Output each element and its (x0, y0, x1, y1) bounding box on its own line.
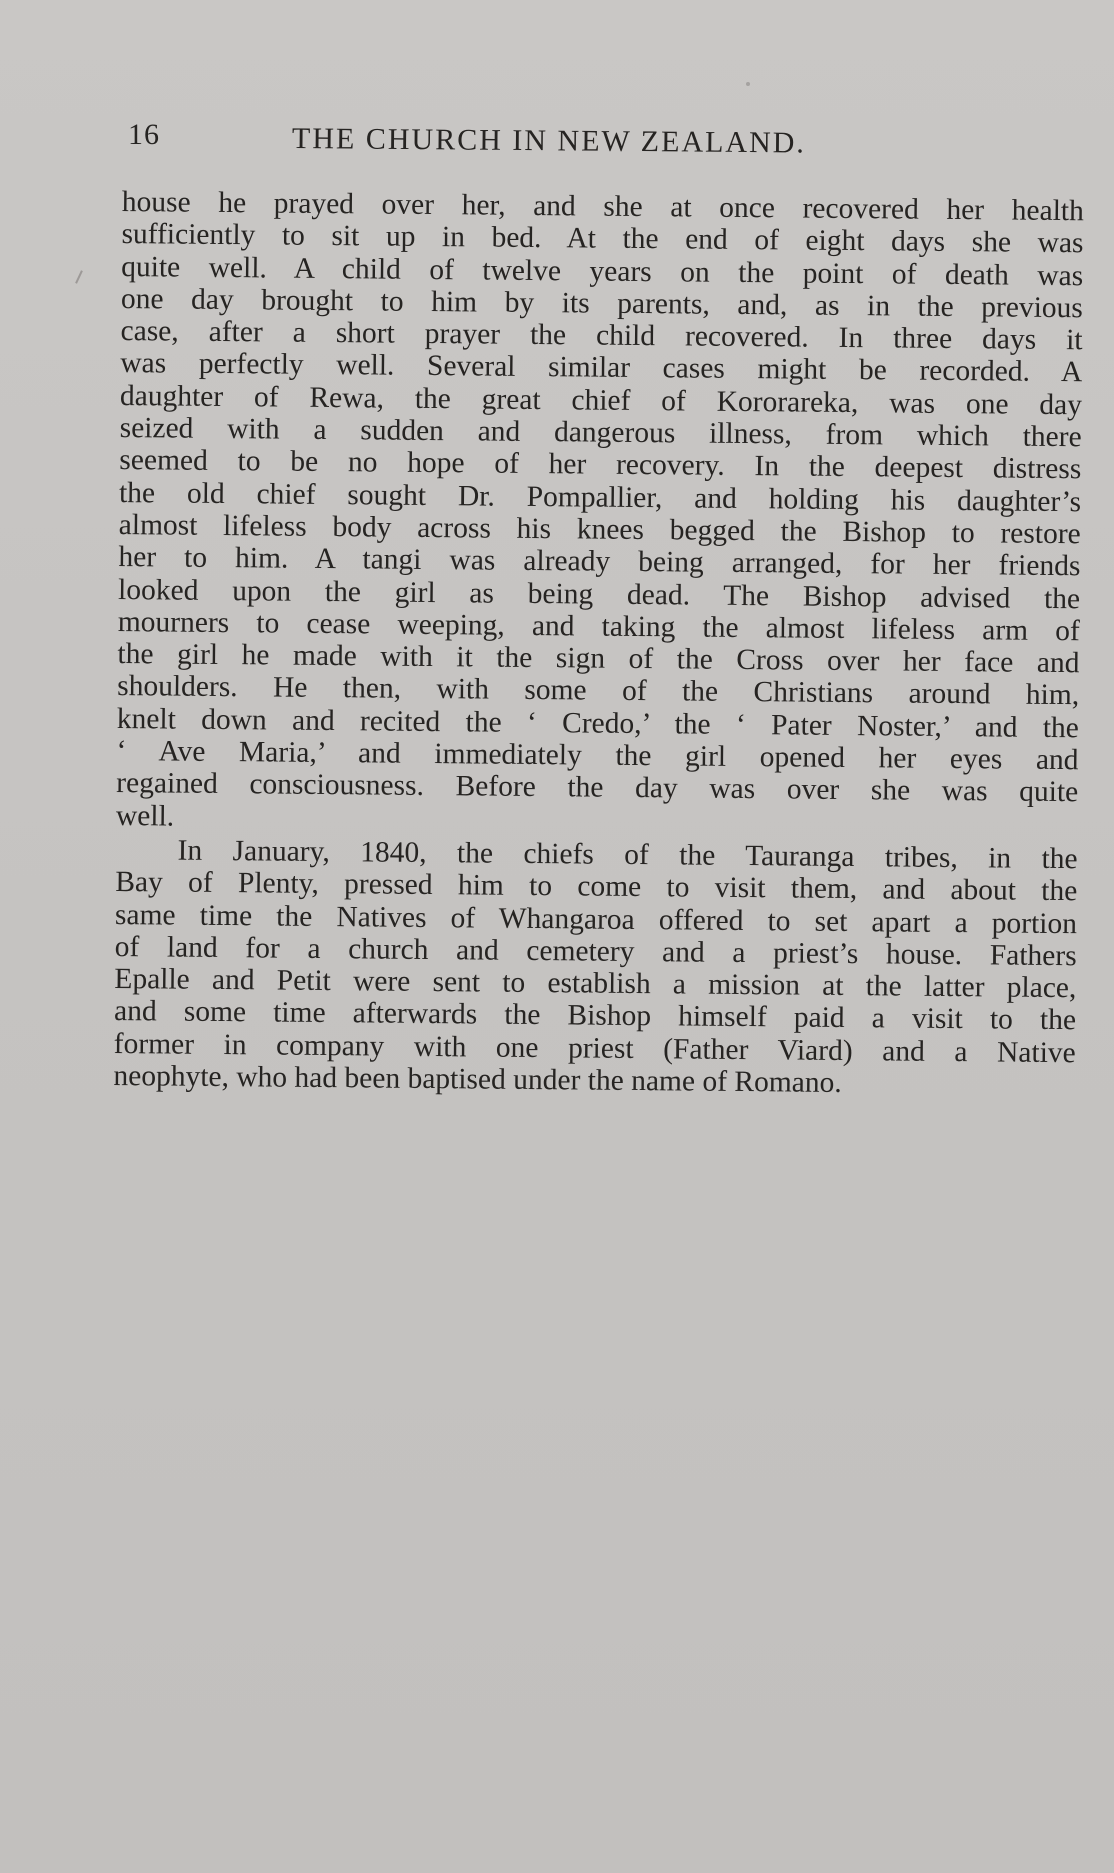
paragraph-1 (116, 186, 1084, 841)
text-line: same time the Natives of Whangaroa offered to set apart a portion (114, 898, 1078, 940)
paper-speck (746, 82, 750, 86)
text-line: neophyte, who had been baptised under the name of Romano. (113, 1059, 842, 1099)
text-line: regained consciousness. Before the day was over she was quite (116, 767, 1079, 809)
page-number: 16 (128, 118, 160, 151)
running-title: THE CHURCH IN NEW ZEALAND. (291, 122, 807, 160)
text-line: of land for a church and cemetery and a priest’s house. Fathers (114, 930, 1077, 973)
text-line: and some time afterwards the Bishop himself paid a visit to the (113, 995, 1077, 1037)
paragraph-2 (113, 834, 1077, 1102)
text-line: almost lifeless body across his knees begged the Bishop to restore (118, 508, 1081, 551)
text-line: former in company with one priest (Father Viard) and a Native (113, 1027, 1076, 1069)
margin-pencil-mark (75, 270, 83, 284)
text-line: Epalle and Petit were sent to establish a mission at the latter place, (114, 963, 1077, 1005)
text-line: In January, 1840, the chiefs of the Tauranga tribes, in the (177, 834, 1078, 876)
text-line: knelt down and recited the ‘ Credo,’ the ‘ Pater Noster,’ and the (116, 702, 1079, 744)
text-line: Bay of Plenty, pressed him to come to visit them, and about the (115, 866, 1078, 908)
text-line: looked upon the girl as being dead. The Bishop advised the (117, 573, 1081, 615)
text-line: seized with a sudden and dangerous illness, from which there (119, 412, 1082, 454)
text-line: mourners to cease weeping, and taking the almost lifeless arm of (117, 605, 1080, 648)
page-header (128, 118, 928, 168)
text-line: her to him. A tangi was already being arranged, for her friends (118, 541, 1081, 583)
text-line: well. (115, 799, 175, 833)
text-line: the girl he made with it the sign of the Cross over her face and (117, 638, 1080, 680)
text-line: seemed to be no hope of her recovery. In the deepest distress (119, 444, 1082, 486)
text-line: daughter of Rewa, the great chief of Kororareka, was one day (119, 379, 1083, 422)
body-text (113, 186, 1084, 1102)
text-line: was perfectly well. Several similar cases might be recorded. A (120, 347, 1083, 389)
text-line: quite well. A child of twelve years on the point of death was (121, 250, 1084, 292)
text-line: the old chief sought Dr. Pompallier, and holding his daughter’s (118, 476, 1082, 518)
text-line: one day brought to him by its parents, and, as in the previous (120, 282, 1084, 325)
text-line: sufficiently to sit up in bed. At the end of eight days she was (121, 218, 1084, 260)
text-line: house he prayed over her, and she at once recovered her health (121, 186, 1084, 228)
text-line: shoulders. He then, with some of the Christians around him, (117, 670, 1080, 712)
text-line: case, after a short prayer the child recovered. In three days it (120, 315, 1083, 357)
text-line: ‘ Ave Maria,’ and immediately the girl opened her eyes and (116, 735, 1079, 777)
